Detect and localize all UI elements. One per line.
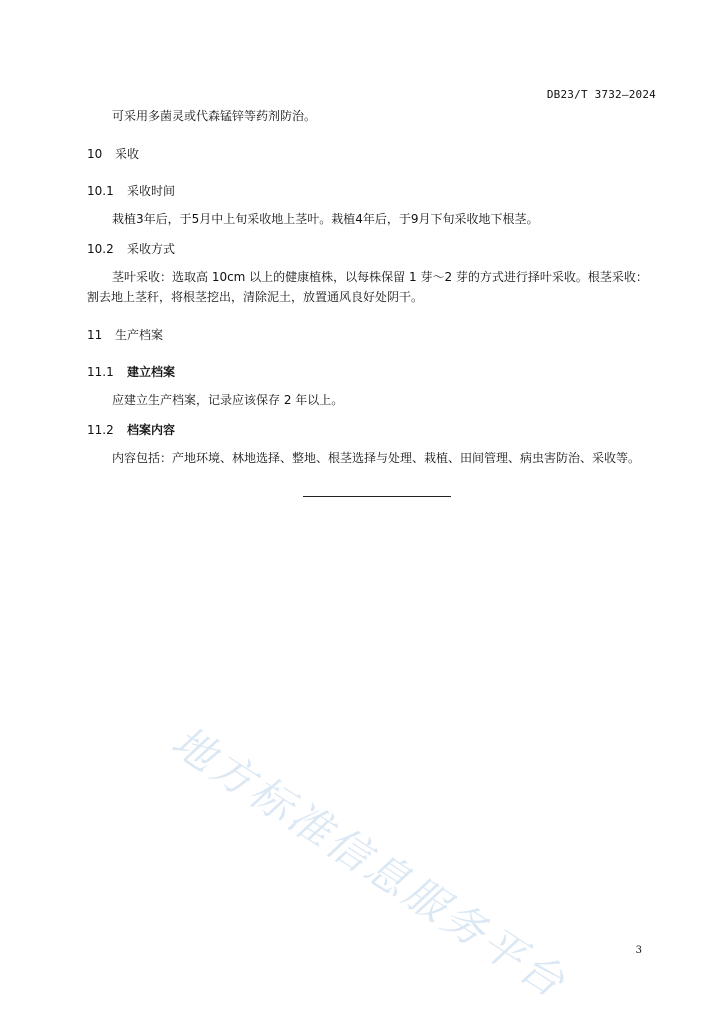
section-10-heading — [87, 146, 139, 162]
section-11-2-heading — [87, 422, 175, 438]
section-number: 11.2 — [87, 423, 114, 437]
section-number: 11.1 — [87, 365, 114, 379]
end-of-document-rule — [303, 496, 451, 497]
section-10-1-text: 栽植3年后，于5月中上旬采收地上茎叶。栽植4年后，于9月下旬采收地下根茎。 — [112, 212, 539, 226]
section-11-1-text: 应建立生产档案，记录应该保存 2 年以上。 — [112, 393, 344, 407]
section-10-2-text-line2: 割去地上茎秆，将根茎挖出，清除泥土，放置通风良好处阴干。 — [87, 290, 424, 304]
section-number: 10 — [87, 147, 103, 161]
document-code: DB23/T 3732—2024 — [546, 88, 656, 101]
continuation-text: 可采用多菌灵或代森锰锌等药剂防治。 — [112, 109, 317, 123]
section-11-heading — [87, 327, 163, 343]
section-11-2-text: 内容包括：产地环境、林地选择、整地、根茎选择与处理、栽植、田间管理、病虫害防治、采收等。 — [112, 451, 641, 465]
watermark: 地方标准信息服务平台 — [163, 716, 576, 1009]
section-10-1-heading — [87, 183, 175, 199]
section-title: 采收方式 — [127, 242, 176, 256]
section-11-1-heading — [87, 364, 175, 380]
section-10-2-text-line1: 茎叶采收：选取高 10cm 以上的健康植株，以每株保留 1 芽～2 芽的方式进行择叶采收。根茎采收： — [112, 270, 648, 284]
section-title: 档案内容 — [127, 423, 176, 437]
section-title: 采收 — [115, 147, 140, 161]
section-title: 生产档案 — [115, 328, 164, 342]
section-10-2-heading — [87, 241, 175, 257]
section-title: 建立档案 — [127, 365, 176, 379]
page-number: 3 — [635, 945, 642, 956]
section-number: 10.2 — [87, 242, 114, 256]
section-title: 采收时间 — [127, 184, 176, 198]
section-number: 11 — [87, 328, 103, 342]
section-number: 10.1 — [87, 184, 114, 198]
